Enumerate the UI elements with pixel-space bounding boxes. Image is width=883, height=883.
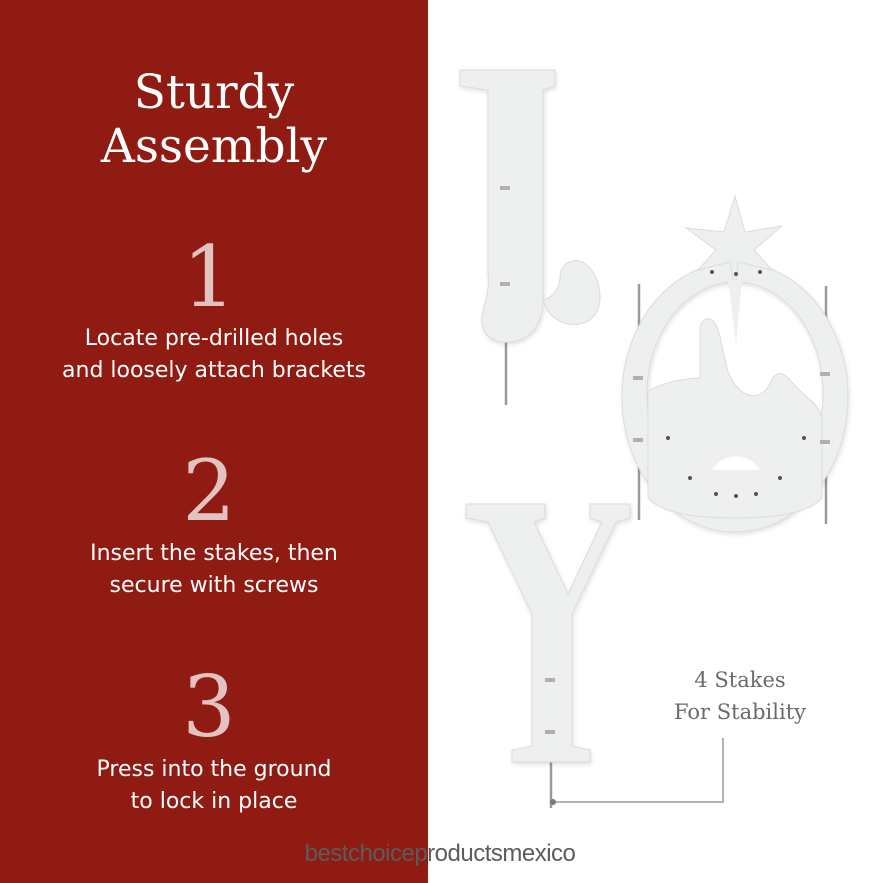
step-3-line-1: Press into the ground bbox=[96, 757, 332, 782]
o-bracket-left-bottom bbox=[633, 438, 643, 442]
letter-j bbox=[460, 70, 600, 405]
callout-dot bbox=[550, 799, 556, 805]
step-1-text bbox=[0, 323, 428, 387]
step-3-text bbox=[0, 754, 428, 818]
callout-line-2: For Stability bbox=[673, 700, 807, 724]
star-beam bbox=[728, 280, 742, 345]
y-bracket-top bbox=[545, 678, 555, 682]
step-1-number: 1 bbox=[182, 228, 236, 326]
stakes-callout bbox=[630, 664, 850, 728]
step-3-line-2: to lock in place bbox=[130, 789, 298, 814]
step-2-text bbox=[0, 538, 428, 602]
o-bracket-right-bottom bbox=[820, 440, 830, 444]
step-1-line-2: and loosely attach brackets bbox=[62, 358, 366, 383]
letter-y bbox=[466, 504, 630, 808]
y-bracket-bottom bbox=[545, 730, 555, 734]
o-bracket-right-top bbox=[820, 372, 830, 376]
step-2-number: 2 bbox=[182, 442, 236, 540]
j-shape bbox=[460, 70, 555, 342]
page-title bbox=[0, 66, 428, 174]
title-line-2: Assembly bbox=[100, 119, 328, 174]
j-bracket-bottom bbox=[500, 282, 510, 286]
o-bracket-left-top bbox=[633, 376, 643, 380]
j-bracket-top bbox=[500, 186, 510, 190]
watermark-text: bestchoiceproductsmexico bbox=[304, 840, 576, 867]
y-shape bbox=[466, 504, 630, 762]
step-2-line-2: secure with screws bbox=[109, 573, 319, 598]
nativity-base bbox=[648, 319, 822, 518]
instruction-panel bbox=[0, 0, 428, 883]
j-curl bbox=[543, 261, 600, 325]
letter-o-nativity bbox=[622, 196, 848, 532]
step-1-line-1: Locate pre-drilled holes bbox=[84, 326, 344, 351]
joy-sign-illustration bbox=[428, 0, 883, 883]
title-line-1: Sturdy bbox=[133, 65, 295, 120]
step-3-number: 3 bbox=[182, 658, 236, 756]
callout-line-1: 4 Stakes bbox=[694, 668, 786, 692]
step-2-line-1: Insert the stakes, then bbox=[90, 541, 338, 566]
